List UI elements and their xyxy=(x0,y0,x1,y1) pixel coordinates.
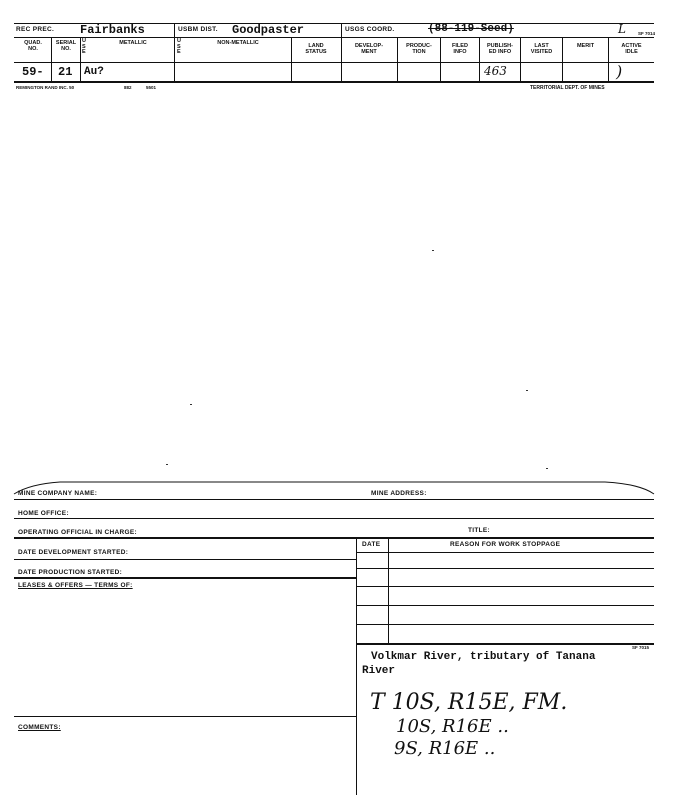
column-rule xyxy=(14,62,654,63)
rule xyxy=(14,716,356,717)
col-divider xyxy=(80,37,81,81)
operating-official-label: OPERATING OFFICIAL IN CHARGE: xyxy=(18,529,137,536)
col-land-status: LAND STATUS xyxy=(305,43,327,55)
table-rule xyxy=(356,586,654,587)
col-non-metallic: NON-METALLIC xyxy=(217,40,259,46)
quad-value: 59- xyxy=(22,65,44,79)
print-code-1: 882 xyxy=(124,85,132,90)
col-development: DEVELOP- MENT xyxy=(354,43,384,55)
bottom-rule xyxy=(14,81,654,83)
title-label: TITLE: xyxy=(468,527,491,534)
handwritten-line-2: 10S, R16E .. xyxy=(396,716,509,737)
speck xyxy=(526,390,528,391)
col-filed-info: FILED INFO xyxy=(452,43,468,55)
rule xyxy=(14,518,654,519)
col-quad-no: QUAD. NO. xyxy=(24,40,42,52)
speck xyxy=(190,404,192,405)
leases-offers-label: LEASES & OFFERS — TERMS OF: xyxy=(18,582,133,589)
col-serial-no: SERIAL NO. xyxy=(55,40,77,52)
handwritten-line-1: T 10S, R15E, FM. xyxy=(370,690,568,715)
divider xyxy=(174,23,175,37)
col-divider xyxy=(174,37,175,81)
form-number-bottom: SF 7015 xyxy=(632,645,650,650)
rec-prec-value: Fairbanks xyxy=(80,23,145,37)
divider xyxy=(341,23,342,37)
home-office-label: HOME OFFICE: xyxy=(18,510,69,517)
table-rule xyxy=(356,605,654,606)
dept-credit: TERRITORIAL DEPT. OF MINES xyxy=(530,85,605,91)
table-rule xyxy=(356,568,654,569)
speck xyxy=(546,468,548,469)
table-rule xyxy=(356,624,654,625)
date-production-label: DATE PRODUCTION STARTED: xyxy=(18,569,123,576)
table-rule xyxy=(356,552,654,553)
rule xyxy=(14,537,654,539)
date-column-label: DATE xyxy=(362,541,381,548)
speck xyxy=(166,464,168,465)
col-use-metallic: U S E xyxy=(82,38,86,55)
usgs-coord-label: USGS COORD. xyxy=(345,26,395,33)
reason-column-label: REASON FOR WORK STOPPAGE xyxy=(450,541,561,548)
typed-note-line-1: Volkmar River, tributary of Tanana xyxy=(371,651,596,663)
col-last-visited: LAST VISITED xyxy=(530,43,553,55)
usgs-coord-value: (88-119-Seed) xyxy=(428,23,514,35)
table-rule xyxy=(356,643,654,645)
mine-address-label: MINE ADDRESS: xyxy=(371,490,427,497)
printer-credit: REMINGTON RAND INC. 50 xyxy=(16,85,75,90)
col-metallic: METALLIC xyxy=(119,40,147,46)
corner-mark: L xyxy=(618,22,626,36)
usbm-dist-value: Goodpaster xyxy=(232,23,305,37)
typed-note-line-2: River xyxy=(362,665,396,677)
published-value: 463 xyxy=(484,64,507,78)
card-top-edge xyxy=(0,472,678,498)
metallic-value: Au? xyxy=(84,66,104,78)
mine-company-name-label: MINE COMPANY NAME: xyxy=(18,490,98,497)
active-mark: ) xyxy=(616,62,623,81)
form-number-top: SF 7014 xyxy=(638,31,656,36)
usbm-dist-label: USBM DIST. xyxy=(178,26,218,33)
col-use-nonmetallic: U S E xyxy=(177,38,181,55)
col-active-idle: ACTIVE IDLE xyxy=(621,43,642,55)
serial-value: 21 xyxy=(58,65,73,79)
rule xyxy=(14,577,356,579)
date-development-label: DATE DEVELOPMENT STARTED: xyxy=(18,549,129,556)
comments-label: COMMENTS: xyxy=(18,724,61,731)
table-divider xyxy=(356,537,357,795)
col-production: PRODUC- TION xyxy=(406,43,432,55)
print-code-2: 5501 xyxy=(146,85,157,90)
col-published-info: PUBLISH- ED INFO xyxy=(487,43,513,55)
rule xyxy=(14,499,654,500)
rule xyxy=(14,559,356,560)
header-rule xyxy=(14,37,654,38)
rec-prec-label: REC PREC. xyxy=(16,26,55,33)
col-merit: MERIT xyxy=(576,43,595,49)
handwritten-line-3: 9S, R16E .. xyxy=(394,738,496,759)
speck xyxy=(432,250,434,251)
